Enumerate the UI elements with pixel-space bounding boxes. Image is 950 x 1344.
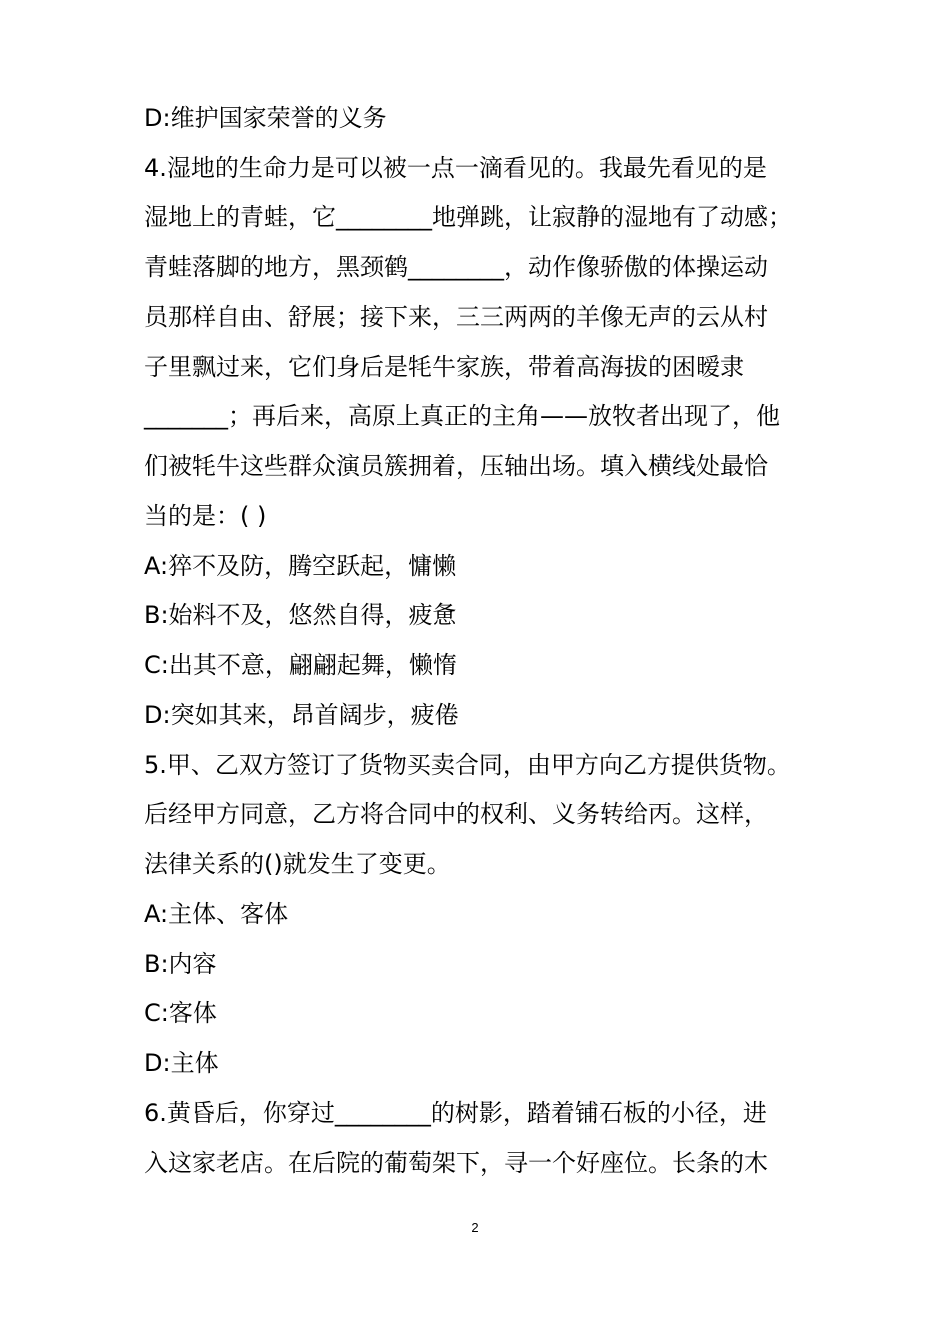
text-line: 后经甲方同意，乙方将合同中的权利、义务转给丙。这样， bbox=[144, 800, 768, 828]
text-line: D:主体 bbox=[144, 1049, 219, 1077]
text-line: D:维护国家荣誉的义务 bbox=[144, 104, 387, 132]
text-line: 员那样自由、舒展；接下来，三三两两的羊像无声的云从村 bbox=[144, 303, 768, 331]
text-line: 们被牦牛这些群众演员簇拥着，压轴出场。填入横线处最恰 bbox=[144, 452, 768, 480]
text-line: 当的是：( ) bbox=[144, 502, 267, 530]
text-line: 法律关系的()就发生了变更。 bbox=[144, 850, 451, 878]
text-line: A:猝不及防，腾空跃起，慵懒 bbox=[144, 552, 457, 580]
text-line: _______；再后来，高原上真正的主角——放牧者出现了，他 bbox=[144, 402, 780, 430]
text-line: 入这家老店。在后院的葡萄架下，寻一个好座位。长条的木 bbox=[144, 1149, 768, 1177]
text-line: B:始料不及，悠然自得，疲惫 bbox=[144, 601, 457, 629]
text-line: A:主体、客体 bbox=[144, 900, 289, 928]
text-line: 湿地上的青蛙，它________地弹跳，让寂静的湿地有了动感； bbox=[144, 203, 792, 231]
text-line: 6.黄昏后，你穿过________的树影，踏着铺石板的小径，进 bbox=[144, 1099, 767, 1127]
text-line: 青蛙落脚的地方，黑颈鹤________，动作像骄傲的体操运动 bbox=[144, 253, 768, 281]
text-line: 5.甲、乙双方签订了货物买卖合同，由甲方向乙方提供货物。 bbox=[144, 751, 791, 779]
text-line: C:出其不意，翩翩起舞，懒惰 bbox=[144, 651, 457, 679]
text-line: D:突如其来，昂首阔步，疲倦 bbox=[144, 701, 459, 729]
text-line: C:客体 bbox=[144, 999, 217, 1027]
text-line: 子里飘过来，它们身后是牦牛家族，带着高海拔的困暧隶 bbox=[144, 353, 744, 381]
text-line: 4.湿地的生命力是可以被一点一滴看见的。我最先看见的是 bbox=[144, 154, 767, 182]
page-number: 2 bbox=[471, 1220, 479, 1235]
text-line: B:内容 bbox=[144, 950, 217, 978]
